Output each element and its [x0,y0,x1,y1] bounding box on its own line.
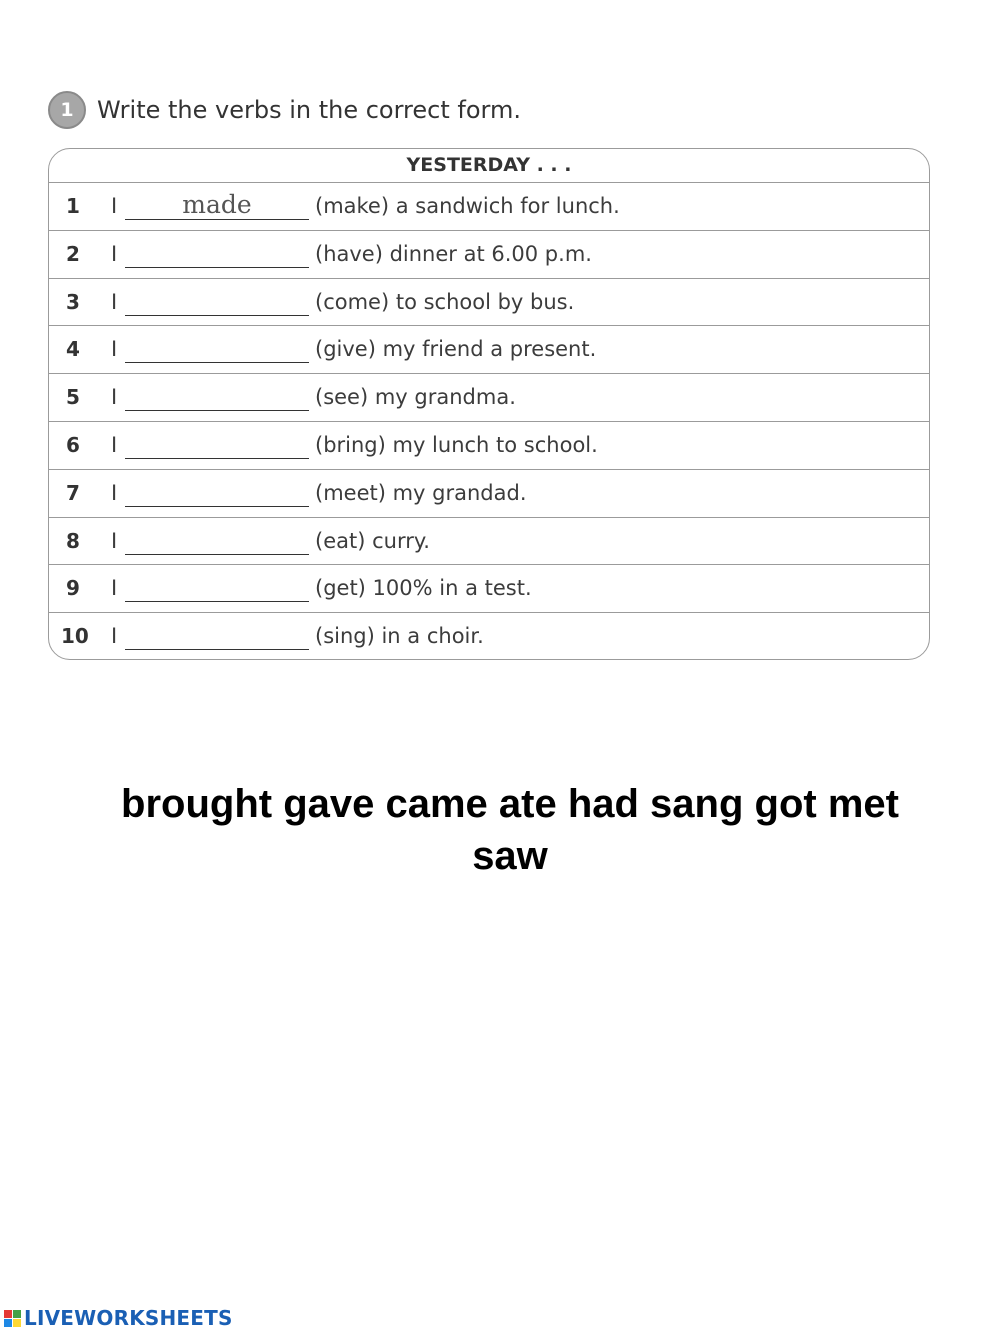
answer-input[interactable] [125,239,309,268]
row-pronoun: I [111,480,118,505]
logo-squares-icon [4,1310,21,1327]
row-number: 3 [66,289,80,314]
answer-input[interactable] [125,573,309,602]
row-number: 10 [61,624,89,649]
table-row [49,565,929,613]
row-prompt: (sing) in a choir. [315,624,484,649]
row-prompt: (come) to school by bus. [315,289,575,314]
answer-input[interactable] [125,430,309,459]
row-pronoun: I [111,576,118,601]
exercise-instruction [48,91,521,129]
row-number: 5 [66,385,80,410]
row-prompt: (make) a sandwich for lunch. [315,194,620,218]
table-row [49,374,929,422]
logo-square-red [4,1310,12,1318]
logo-square-blue [4,1319,12,1327]
row-pronoun: I [111,432,118,457]
exercise-number-badge: 1 [48,91,86,129]
row-pronoun: I [111,385,118,410]
row-pronoun: I [111,194,118,218]
table-row [49,518,929,566]
answer-input[interactable] [125,526,309,555]
logo-text: LIVEWORKSHEETS [24,1306,233,1330]
row-number: 7 [66,480,80,505]
table-row [49,231,929,279]
answer-input[interactable] [125,287,309,316]
answer-input[interactable] [125,334,309,363]
word-bank: brought gave came ate had sang got met saw [121,782,899,878]
row-prompt: (get) 100% in a test. [315,576,532,601]
logo-square-yellow [13,1319,21,1327]
instruction-text: Write the verbs in the correct form. [97,96,521,124]
table-row [49,422,929,470]
row-prompt: (eat) curry. [315,528,430,553]
answer-input[interactable] [125,382,309,411]
answer-input[interactable]: made [125,191,309,220]
row-prompt: (see) my grandma. [315,385,516,410]
table-row [49,613,929,660]
table-row [49,470,929,518]
liveworksheets-logo[interactable] [4,1306,233,1330]
row-number: 4 [66,337,80,362]
table-row [49,326,929,374]
table-header: YESTERDAY . . . [49,149,929,183]
row-number: 8 [66,528,80,553]
row-pronoun: I [111,241,118,266]
row-prompt: (give) my friend a present. [315,337,597,362]
row-number: 9 [66,576,80,601]
row-prompt: (meet) my grandad. [315,480,527,505]
row-number: 2 [66,241,80,266]
row-number: 6 [66,432,80,457]
answer-input[interactable] [125,621,309,650]
table-row [49,183,929,231]
table-rows [49,183,929,660]
table-row [49,279,929,327]
row-pronoun: I [111,289,118,314]
row-prompt: (bring) my lunch to school. [315,432,598,457]
row-prompt: (have) dinner at 6.00 p.m. [315,241,592,266]
row-pronoun: I [111,624,118,649]
logo-square-green [13,1310,21,1318]
exercise-table [48,148,930,660]
row-number: 1 [66,194,80,218]
row-pronoun: I [111,528,118,553]
answer-input[interactable] [125,478,309,507]
row-pronoun: I [111,337,118,362]
